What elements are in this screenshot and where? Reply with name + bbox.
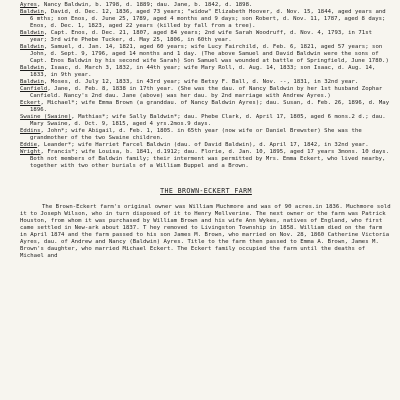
burial-entries (20, 2, 392, 170)
section-heading-text: THE BROWN-ECKERT FARM (160, 187, 252, 195)
entry-details: , Francis*; wife Louisa, b. 1841, d.1912; dau. Florie, d. Jan. 10, 1895, aged 17 years 3mons. 10 days. Both not members of Baldwin family; their interment was permitted by Mrs. Emma Eckert, who lived nearby, together with two other burials of a William Buppel and a Brown. (30, 149, 390, 169)
entry-surname: Baldwin (20, 30, 44, 36)
burial-entry (20, 65, 392, 79)
entry-details: , Jane, d. Feb. 8, 1838 in 17th year. (She was the dau. of Nancy Baldwin by her 1st husband Zophar Canfield. Nancy's 2nd dau. Jane (above) was her dau. by 2nd marriage with Andrew Ayres.) (30, 86, 383, 99)
burial-entry (20, 149, 392, 170)
section-heading (20, 187, 392, 195)
entry-details: , David, d. Dec. 12, 1836, aged 73 years; "widow" Elizabeth Hoover, d. Nov. 15, 1844, aged years and 6 mths; son Enos, d. June 25, 1789, aged 4 months and 9 days; son Robert, d. Nov. 11, 1787, aged 8 days; Enos, d. Dec. 1, 1823, aged 22 years (killed by fall from a tree). (30, 9, 386, 29)
entry-surname: Baldwin (20, 79, 44, 85)
entry-surname: Ayres (20, 2, 38, 8)
section-paragraph: The Brown-Eckert farm's original owner was William Muchmore and was of 90 acres.in 1836. Muchmore sold it to Joseph Wilson, who in turn disposed of it to Henry Mellverine. The next owner or the farm was Patrick Houston, from whom it was purchased by William Brown and his wife Ann Wykes, natives of England, who first came settled in New-ark about 1837. T hey removed to Livingston Township in 1858. William died on the farm in April 1874 and the farm passed to his son James M. Brown, who married on Nov. 28, 1860 Catherine Victoria Ayres, dau. of Andrew and Nancy (Baldwin) Ayres. Title to the farm then passed to Emma A. Brown, James M. Brown's daughter, who married Michael Eckert. The Eckert family occupied the farm until the deaths of Michael and (20, 204, 391, 259)
entry-details: , Capt. Enos, d. Dec. 21, 1807, aged 84 years; 2nd wife Sarah Woodruff, d. Nov. 4, 1793, in 71st year; 3rd wife Phebe Tucker, d. May 25, 1806, in 60th year. (30, 30, 373, 43)
burial-entry (20, 86, 392, 100)
entry-surname: Wright (20, 149, 41, 155)
entry-surname: Baldwin (20, 65, 44, 71)
entry-surname: Eddie (20, 142, 38, 148)
entry-details: , Isaac, d. March 3, 1832, in 44th year; wife Mary Roll, d. Aug. 14, 1833; son Isaac, d. Aug. 14, 1833, in 9th year. (30, 65, 376, 78)
burial-entry (20, 44, 392, 65)
burial-entry (20, 114, 392, 128)
entry-surname: Canfield (20, 86, 48, 92)
entry-surname: Baldwin (20, 9, 44, 15)
entry-details: , John*; wife Abigail, d. Feb. 1, 1805. in 65th year (now wife or Daniel Brewster) She was the grandmother of the two Swaine children. (30, 128, 362, 141)
entry-surname: Baldwin (20, 44, 44, 50)
burial-entry (20, 2, 392, 9)
entry-details: , Samuel, d. Jan. 14, 1821, aged 60 years; wife Lucy Fairchild, d. Feb. 6, 1821, aged 57 years; son John, d. Sept. 9, 1796, aged 14 months and 1 day. (The above Samuel and David Baldwin were the sons of Capt. Enos Baldwin by his second wife Sarah) Son Samuel was wounded at battle of Springfield, June 1780.) (30, 44, 389, 64)
entry-surname: Eddins (20, 128, 41, 134)
burial-entry (20, 79, 392, 86)
entry-details: , Michael*; wife Emma Brown (a granddau. of Nancy Baldwin Ayres); dau. Susan, d. Feb. 26, 1896, d. May 1896. (30, 100, 390, 113)
burial-entry (20, 128, 392, 142)
burial-entry (20, 100, 392, 114)
entry-details: , Leander*; wife Harriet Farcel Baldwin (dau. of David Baldwin), d. April 17, 1842, in 32nd year. (37, 142, 369, 148)
entry-details: , Moses, d. July 12, 1833, in 43rd year; wife Betsy F. Ball, d. Nov. --, 1831, in 32nd year. (43, 79, 359, 85)
burial-entry (20, 30, 392, 44)
entry-surname: Eckert (20, 100, 41, 106)
burial-entry (20, 9, 392, 30)
entry-details: , Nancy Baldwin, b. 1798, d. 1889; dau. Jane, b. 1842, d. 1898. (37, 2, 253, 8)
entry-surname: Swaine (Swaine) (20, 114, 72, 120)
entry-details: , Mathias*; wife Sally Baldwin*; dau. Phebe Clark, d. April 17, 1805, aged 6 mons.2 d.; dau. Mary Swaine, d. Oct. 9, 1815, aged 4 yrs.2mos.9 days. (30, 114, 386, 127)
burial-entry (20, 142, 392, 149)
